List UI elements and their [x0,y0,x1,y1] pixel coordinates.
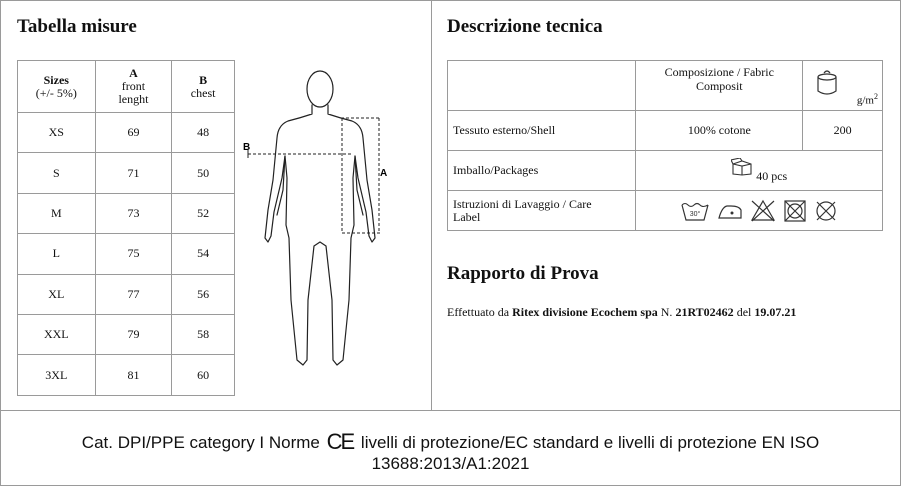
size-cell: S [18,153,96,193]
tech-header-row [448,61,883,111]
a-cell: 71 [95,153,172,193]
a-cell: 75 [95,234,172,274]
gsm-label: $g/m^2$ [856,92,878,107]
size-cell: L [18,234,96,274]
measure-label-a: A [380,168,388,179]
care-icons-cell [636,191,883,231]
table-row [18,193,235,233]
table-row [18,234,235,274]
b-header-label: chest [190,85,216,100]
tech-table [447,60,883,231]
size-table-title: Tabella misure [17,16,137,37]
table-row [18,274,235,314]
table-row [18,153,235,193]
gsm-header [803,61,883,111]
care-label [448,191,636,231]
table-row [18,355,235,395]
report-title: Rapporto di Prova [447,263,599,284]
report-date: 19.07.21 [754,305,797,319]
table-row [18,314,235,354]
b-cell: 48 [172,113,235,153]
size-cell: 3XL [18,355,96,395]
package-row [448,151,883,191]
size-cell: XXL [18,314,96,354]
b-cell: 60 [172,355,235,395]
iron-low-icon [717,200,743,222]
size-cell: XS [18,113,96,153]
care-icons [641,199,877,223]
care-row [448,191,883,231]
ce-mark-icon: CE [326,429,354,454]
measure-label-b: B [243,142,251,153]
report-date-prefix: del [733,305,755,319]
a-cell: 81 [95,355,172,395]
b-header-letter: B [199,72,208,87]
sizes-header-label: Sizes [43,72,69,87]
b-cell: 52 [172,193,235,233]
b-cell: 50 [172,153,235,193]
composition-header [636,61,803,111]
empty-cell [448,61,636,111]
shell-value: 100% cotone [636,111,803,151]
a-cell: 79 [95,314,172,354]
no-dry-clean-icon [814,199,838,223]
size-table-header [18,61,235,113]
tech-title: Descrizione tecnica [447,16,603,37]
a-cell: 69 [95,113,172,153]
b-cell: 54 [172,234,235,274]
figure-body-outline [265,105,375,365]
column-divider [431,0,432,410]
svg-text:30°: 30° [689,210,701,218]
no-bleach-icon [750,199,776,223]
size-cell: M [18,193,96,233]
shell-gsm: 200 [803,111,883,151]
tolerance-label: (+/- 5%) [35,85,77,100]
a-header-letter: A [129,66,138,80]
package-label: Imballo/Packages [448,151,636,191]
a-cell: 77 [95,274,172,314]
care-label-line2: Label [453,209,481,224]
a-header [95,61,172,113]
b-header [172,61,235,113]
body-measurement-figure [240,60,430,380]
package-count: 40 pcs [756,168,788,183]
size-cell: XL [18,274,96,314]
report-text [447,305,796,320]
b-cell: 58 [172,314,235,354]
size-table [17,60,235,396]
footer-line2: 13688:2013/A1:2021 [371,454,530,473]
wash-30-icon [680,200,710,222]
package-box-icon [731,158,753,176]
shell-label: Tessuto esterno/Shell [448,111,636,151]
fabric-weight-icon [815,69,839,99]
footer-part2: livelli di protezione/EC standard e livelli di protezione EN ISO [360,433,820,452]
footer-part1: Cat. DPI/PPE category I Norme [81,433,320,452]
care-label-line1: Istruzioni di Lavaggio / Care [453,196,592,211]
sizes-header [18,61,96,113]
figure-head [307,71,333,107]
a-cell: 73 [95,193,172,233]
a-header-line2: lenght [118,92,149,106]
package-value-cell [636,151,883,191]
shell-row [448,111,883,151]
footer-divider [0,410,901,411]
report-lab: Ritex divisione Ecochem spa [512,305,658,319]
footer-norms [60,431,841,474]
composition-line2: Composit [695,79,743,93]
a-header-line1: front [121,79,146,93]
composition-line1: Composizione / Fabric [664,65,774,79]
no-tumble-dry-icon [783,199,807,223]
report-number: 21RT02462 [675,305,734,319]
table-row [18,113,235,153]
report-prefix: Effettuato da [447,305,513,319]
b-cell: 56 [172,274,235,314]
report-number-prefix: N. [657,305,676,319]
